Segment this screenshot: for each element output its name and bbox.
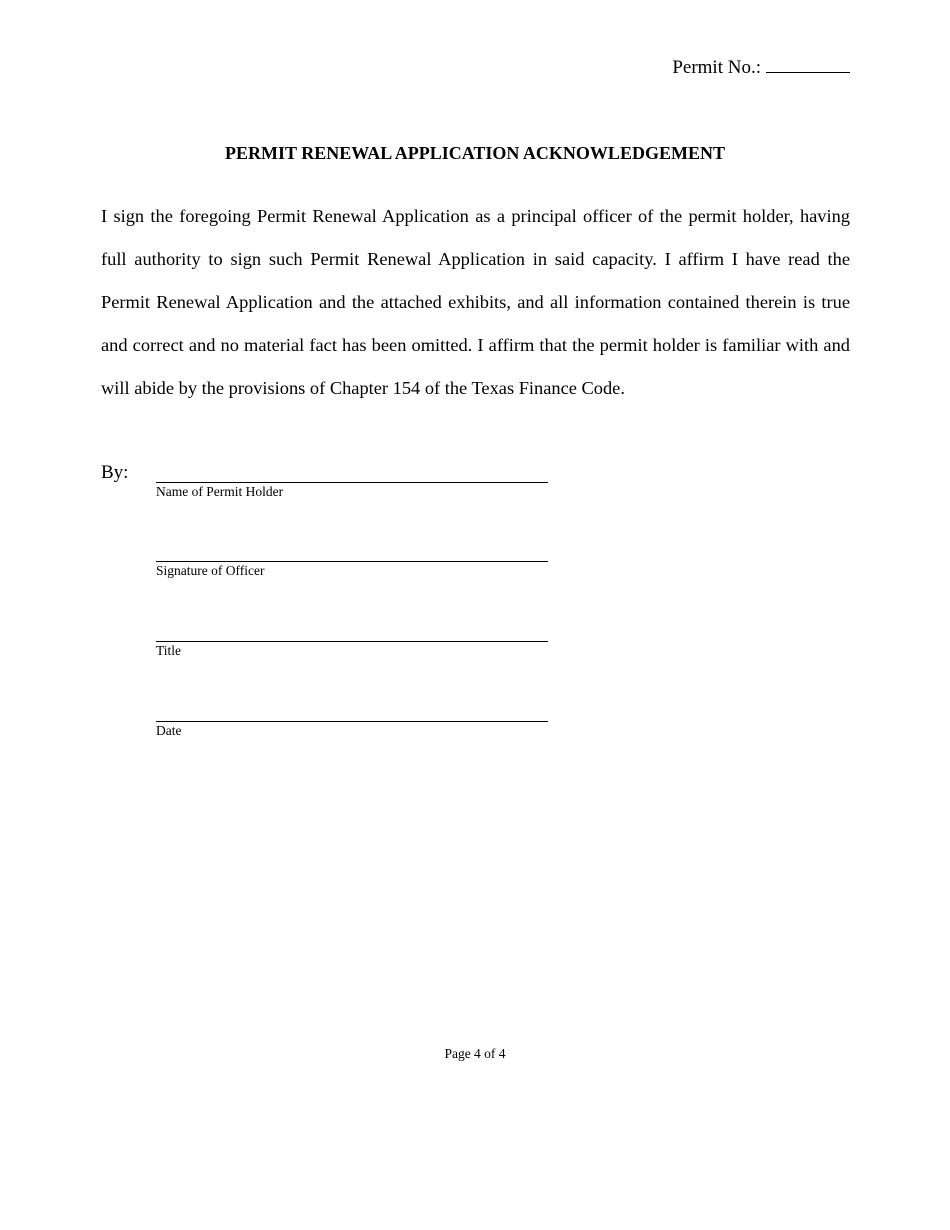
officer-signature-line[interactable]	[156, 561, 548, 562]
permit-holder-name-caption: Name of Permit Holder	[156, 484, 284, 499]
title-caption: Title	[156, 643, 182, 658]
signature-field-title	[156, 641, 548, 659]
signature-field-date	[156, 721, 548, 739]
permit-number-label: Permit No.:	[672, 57, 761, 78]
date-line[interactable]	[156, 721, 548, 722]
officer-signature-caption: Signature of Officer	[156, 563, 265, 578]
signature-field-permit-holder	[156, 482, 548, 500]
by-label: By:	[101, 462, 129, 483]
title-line[interactable]	[156, 641, 548, 642]
permit-number-blank-line[interactable]	[766, 56, 850, 73]
page-number: Page 4 of 4	[444, 1046, 506, 1061]
acknowledgement-paragraph: I sign the foregoing Permit Renewal Application as a principal officer of the permit holder, having full authority to sign such Permit Renewal Application in said capacity. I affirm I have read the Permit Renewal Application and the attached exhibits, and all information contained therein is true and correct and no material fact has been omitted. I affirm that the permit holder is familiar with and will abide by the provisions of Chapter 154 of the Texas Finance Code.	[101, 206, 850, 398]
document-title: PERMIT RENEWAL APPLICATION ACKNOWLEDGEMENT	[225, 143, 725, 163]
permit-number-field	[672, 56, 850, 79]
signature-field-officer	[156, 561, 548, 579]
date-caption: Date	[156, 723, 182, 738]
permit-holder-name-line[interactable]	[156, 482, 548, 483]
